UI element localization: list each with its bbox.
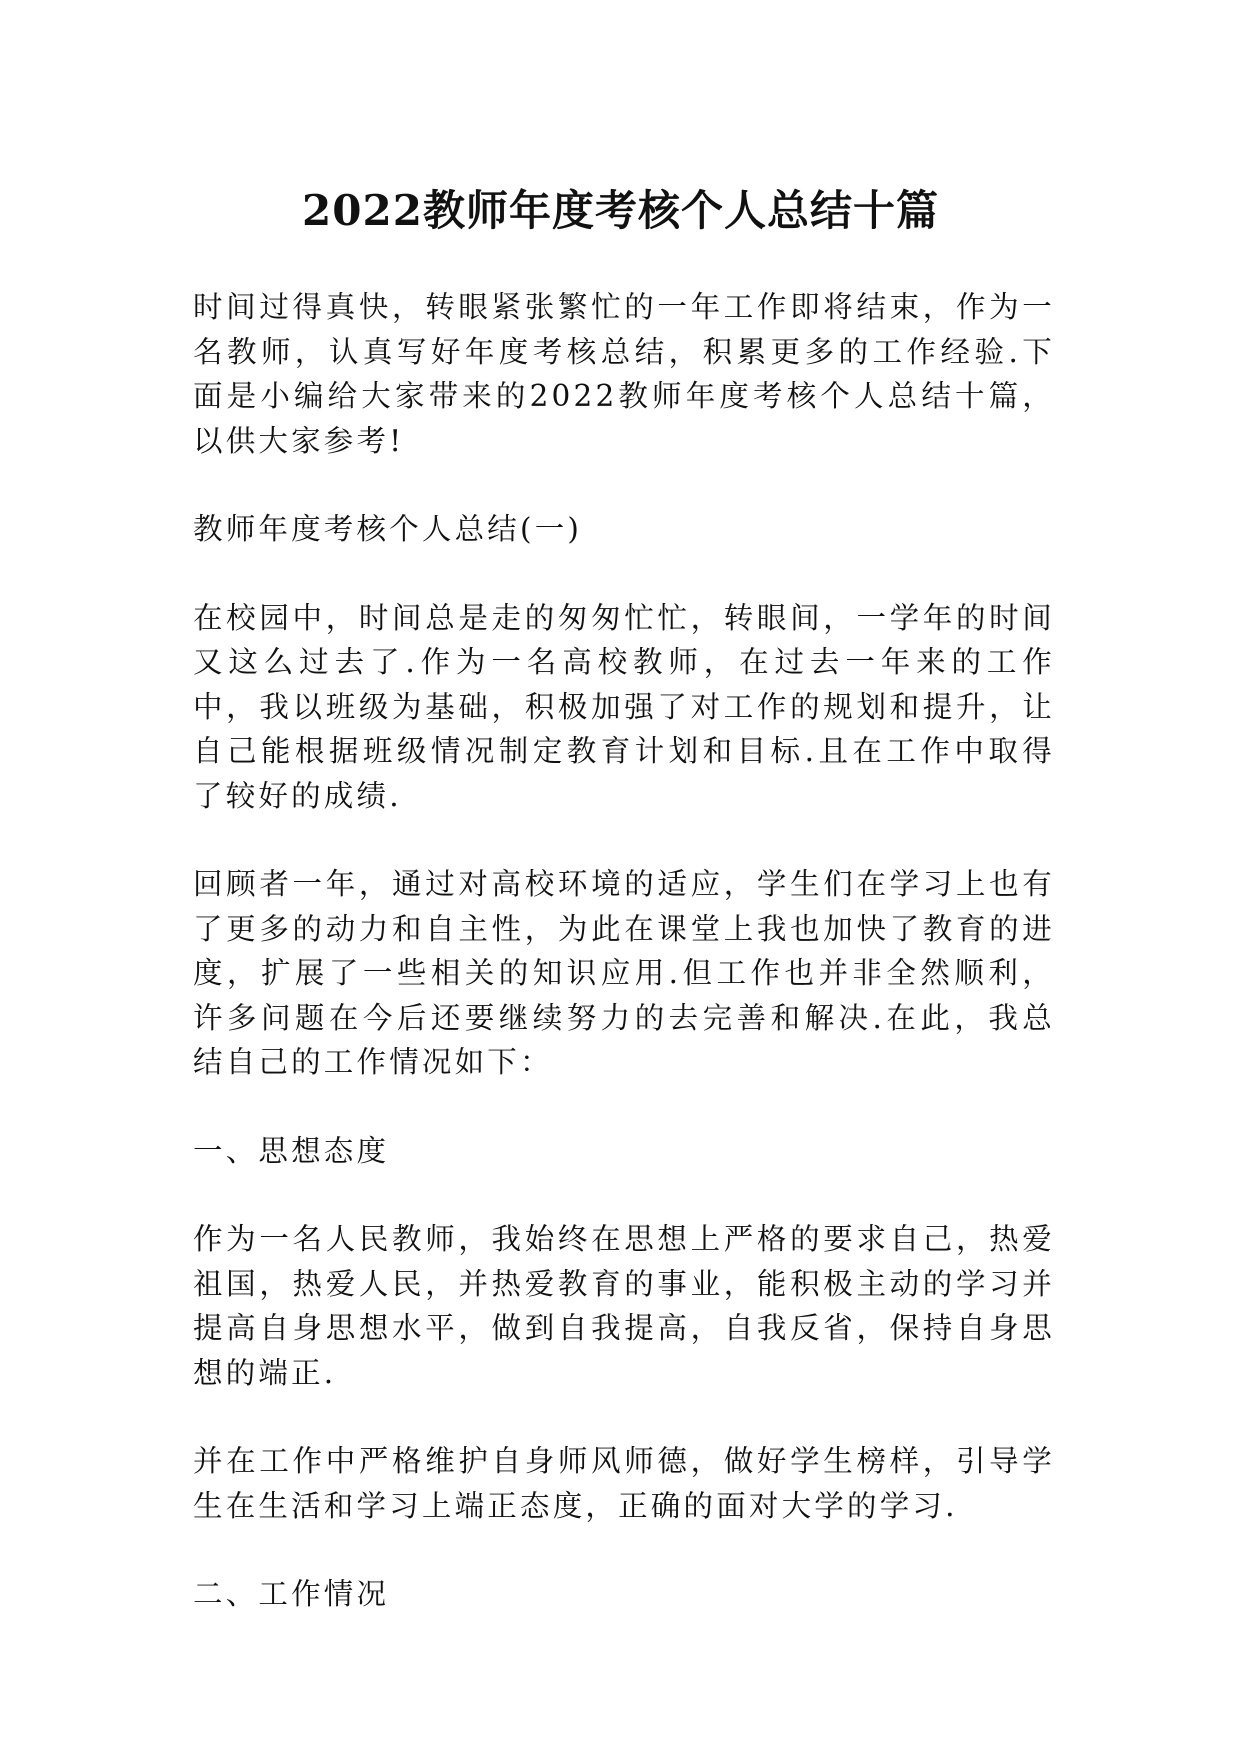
section-heading-work-status: 二、工作情况 bbox=[193, 1577, 390, 1611]
section-heading-summary-one: 教师年度考核个人总结(一) bbox=[193, 512, 583, 546]
document-body bbox=[193, 285, 1055, 1661]
document-title: 2022教师年度考核个人总结十篇 bbox=[302, 186, 939, 235]
body-paragraph: 回顾者一年，通过对高校环境的适应，学生们在学习上也有了更多的动力和自主性，为此在课堂上我也加快了教育的进度，扩展了一些相关的知识应用.但工作也并非全然顺利，许多问题在今后还要继续努力的去完善和解决.在此，我总结自己的工作情况如下： bbox=[193, 867, 1055, 1079]
section-heading-thinking-attitude: 一、思想态度 bbox=[193, 1133, 390, 1168]
body-paragraph: 作为一名人民教师，我始终在思想上严格的要求自己，热爱祖国，热爱人民，并热爱教育的事业，能积极主动的学习并提高自身思想水平，做到自我提高，自我反省，保持自身思想的端正. bbox=[193, 1222, 1055, 1390]
body-paragraph: 在校园中，时间总是走的匆匆忙忙，转眼间，一学年的时间又这么过去了.作为一名高校教师，在过去一年来的工作中，我以班级为基础，积极加强了对工作的规划和提升，让自己能根据班级情况制定教育计划和目标.且在工作中取得了较好的成绩. bbox=[193, 600, 1055, 813]
intro-paragraph: 时间过得真快，转眼紧张繁忙的一年工作即将结束，作为一名教师，认真写好年度考核总结，积累更多的工作经验.下面是小编给大家带来的2022教师年度考核个人总结十篇，以供大家参考! bbox=[193, 290, 1055, 458]
body-paragraph: 并在工作中严格维护自身师风师德，做好学生榜样，引导学生在生活和学习上端正态度，正确的面对大学的学习. bbox=[193, 1444, 1055, 1523]
